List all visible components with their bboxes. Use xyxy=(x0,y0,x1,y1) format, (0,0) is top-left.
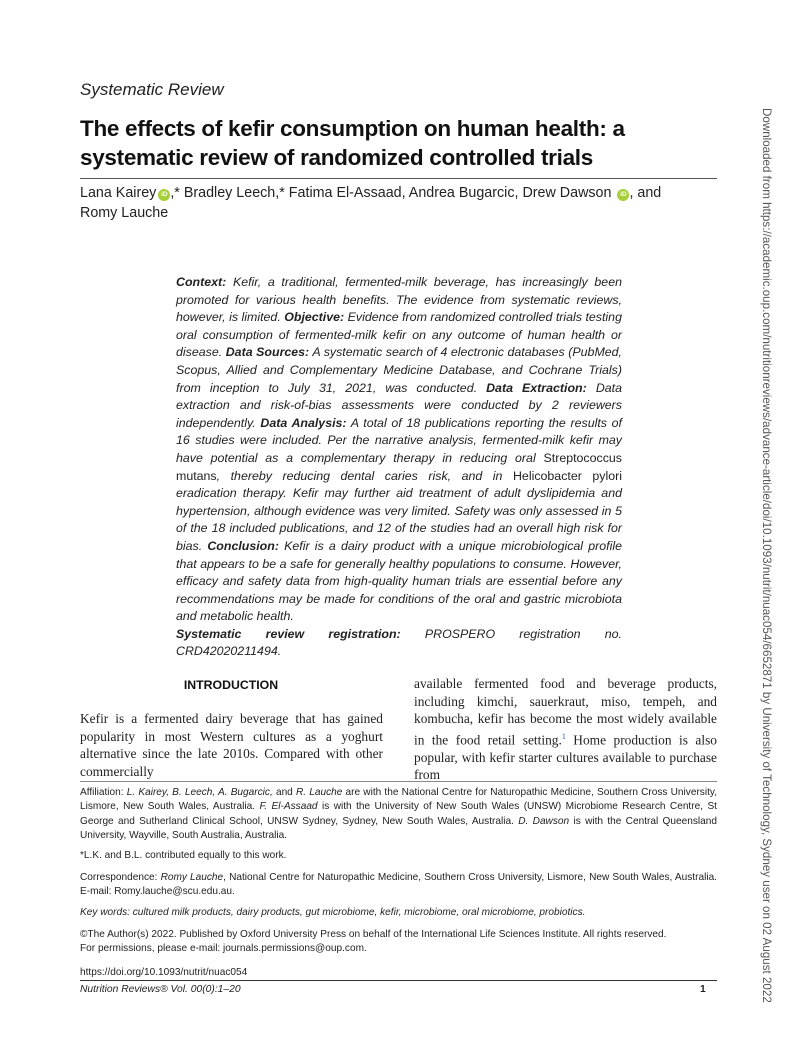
correspondence-text: , National Centre for Naturopathic Medicine, Southern Cross University, Lismore, New South Wales, Australia. E-mail: Romy.lauche@scu.edu.au. xyxy=(80,872,717,898)
author-separator: , and xyxy=(629,185,662,201)
abstract xyxy=(176,274,622,661)
affiliation-names: F. El-Assaad xyxy=(259,801,318,813)
affiliation-text: are with the National Centre for Naturopathic Medicine, Southern Cross University, Lismore, New South Wales, Australia. xyxy=(80,787,718,813)
organism-name: Streptococcus mutans xyxy=(176,450,622,483)
introduction-heading: INTRODUCTION xyxy=(183,678,279,692)
abstract-sources-label: Data Sources: xyxy=(225,345,310,360)
abstract-context-text: Kefir, a traditional, fermented-milk beverage, has increasingly been promoted for various health benefits. The evidence from systematic reviews, however, is limited. xyxy=(176,275,622,325)
author-name[interactable]: Bradley Leech xyxy=(183,185,276,201)
orcid-icon[interactable]: iD xyxy=(158,189,170,201)
author-separator: , xyxy=(514,185,519,201)
abstract-conclusion-label: Conclusion: xyxy=(207,538,279,553)
author-name[interactable]: Lana Kairey xyxy=(80,185,157,201)
author-separator: , xyxy=(401,185,406,201)
abstract-analysis-text: A total of 18 publications reporting the results of 16 studies were included. Per the narrative analysis, fermented-milk kefir may have potential as a complementary therapy in reducing oral xyxy=(176,415,623,465)
body-column-right xyxy=(414,675,717,784)
copyright-note xyxy=(80,928,717,957)
author-separator: ,* xyxy=(275,185,285,201)
abstract-extraction-label: Data Extraction: xyxy=(486,380,587,395)
permissions-line: For permissions, please e-mail: journals.permissions@oup.com. xyxy=(80,943,367,955)
body-column-left: Kefir is a fermented dairy beverage that has gained popularity in most Western cultures as a yoghurt alternative since the late 2010s. Compared with other commercially xyxy=(80,711,383,779)
body-paragraph: available fermented food and beverage products, including kimchi, sauerkraut, miso, tempeh, and kombucha, kefir has become the most widely available in the food retail setting. xyxy=(414,676,717,748)
abstract-extraction-text: Data extraction and risk-of-bias assessments were conducted by 2 reviewers independently. xyxy=(176,380,622,430)
affiliation-names: L. Kairey, B. Leech, A. Bugarcic, xyxy=(126,787,273,798)
footnote-divider xyxy=(80,781,717,782)
article-title: The effects of kefir consumption on human health: a systematic review of randomized controlled trials xyxy=(80,116,625,170)
title-divider xyxy=(80,178,717,179)
author-name[interactable]: Drew Dawson xyxy=(522,185,612,201)
organism-name: Helicobacter pylori xyxy=(512,468,622,483)
download-watermark: Downloaded from https://academic.oup.com/nutritionreviews/advance-article/doi/10.1093/nutrit/nuac054/6652871 by University of Technology, Sydney user on 02 August 2022 xyxy=(760,108,773,1003)
correspondence-name: Romy Lauche xyxy=(160,872,224,883)
affiliation-text: is with the Central Queensland University, Wayville, South Australia, Australia. xyxy=(80,815,717,841)
correspondence-label: Correspondence: xyxy=(80,872,158,883)
affiliation-and: and xyxy=(275,787,293,798)
affiliation-names: R. Lauche xyxy=(295,787,343,798)
abstract-context-label: Context: xyxy=(176,275,227,289)
abstract-analysis-label: Data Analysis: xyxy=(260,415,347,430)
abstract-objective-text: Evidence from randomized controlled trials testing oral consumption of fermented-milk kefir on any outcome of human health or disease. xyxy=(176,310,622,360)
author-name[interactable]: Fatima El-Assaad xyxy=(288,185,402,201)
reference-link[interactable]: 1 xyxy=(561,731,566,741)
abstract-objective-label: Objective: xyxy=(284,310,345,325)
body-paragraph: Home production is also popular, with kefir starter cultures available to purchase from xyxy=(414,732,717,783)
abstract-registration-label: Systematic review registration: xyxy=(176,626,401,641)
author-separator: ,* xyxy=(170,185,180,201)
affiliation-text: is with the University of New South Wales (UNSW) Microbiome Research Centre, St George and Sutherland Clinical School, UNSW Sydney, Sydney, New South Wales, Australia. xyxy=(80,801,717,827)
equal-contribution-note: *L.K. and B.L. contributed equally to this work. xyxy=(80,850,287,861)
footer-divider xyxy=(80,980,717,981)
correspondence-note xyxy=(80,871,717,900)
author-list xyxy=(80,183,720,223)
copyright-line: ©The Author(s) 2022. Published by Oxford University Press on behalf of the International Life Sciences Institute. All rights reserved. xyxy=(80,929,667,940)
abstract-sources-text: A systematic search of 4 electronic databases (PubMed, Scopus, Allied and Complementary Medicine Database, and Cochrane Trials) from inception to July 31, 2021, was conducted. xyxy=(176,345,622,395)
author-name[interactable]: Andrea Bugarcic xyxy=(408,185,515,201)
doi-link[interactable]: https://doi.org/10.1093/nutrit/nuac054 xyxy=(80,967,248,978)
author-name[interactable]: Romy Lauche xyxy=(80,205,169,221)
orcid-icon[interactable]: iD xyxy=(617,189,629,201)
affiliation-names: D. Dawson xyxy=(518,815,570,827)
article-type-label: Systematic Review xyxy=(80,80,224,99)
affiliation-label: Affiliation: xyxy=(80,787,124,798)
abstract-analysis-text: eradication therapy. Kefir may further aid treatment of adult dyslipidemia and hypertension, although evidence was very limited. Safety was only assessed in 5 of the 18 included publications, and 12 of the studies had an overall high risk for bias. xyxy=(176,486,622,553)
page-number: 1 xyxy=(700,984,706,995)
keywords: Key words: cultured milk products, dairy products, gut microbiome, kefir, microbiome, oral microbiome, probiotics. xyxy=(80,907,586,918)
abstract-conclusion-text: Kefir is a dairy product with a unique microbiological profile that appears to be a safe for generally healthy populations to consume. However, efficacy and safety data from high-quality human trials are essential before any recommendations may be made for conditions of the oral and gastric microbiota and metabolic health. xyxy=(176,538,622,624)
abstract-registration-text: PROSPERO registration no. CRD42020211494. xyxy=(176,626,622,659)
affiliation-note xyxy=(80,786,717,843)
journal-citation: Nutrition Reviews® Vol. 00(0):1–20 xyxy=(80,984,241,995)
abstract-analysis-text: , thereby reducing dental caries risk, and in xyxy=(216,468,503,483)
